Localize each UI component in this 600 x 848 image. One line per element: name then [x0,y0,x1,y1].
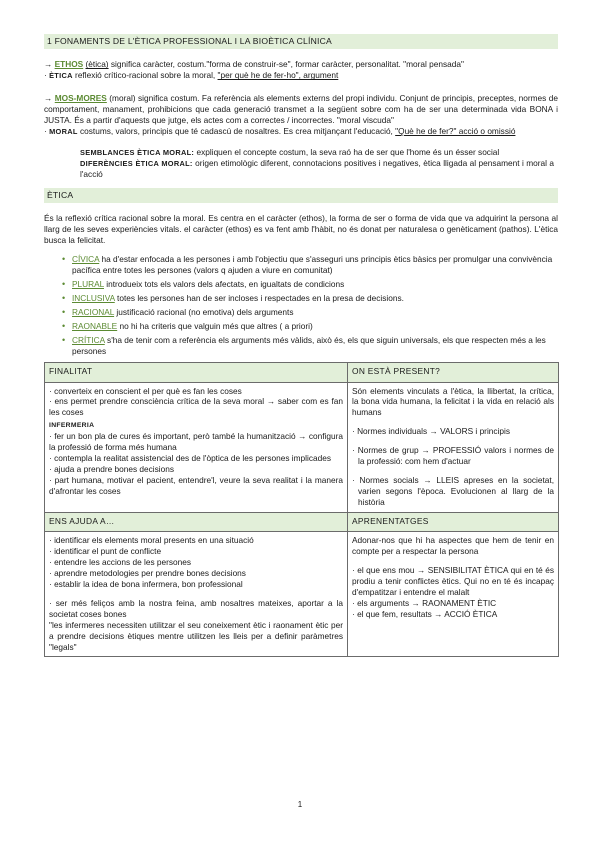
infermeria-line: · part humana, motivar el pacient, entendre'l, veure la seva realitat i la manera d'afrontar les coses [49,475,343,496]
mos-mores-term: MOS-MORES [54,93,107,104]
ajuda-cell [45,532,348,657]
ajuda-quote: "les infermeres necessiten utilitzar el seu coneixement ètic i raonament ètic per a prendre decisions ètiques mentre utilitzen les lleis per a definir paràmetres "legals" [49,619,343,652]
mos-mores-text: (moral) significa costum. Fa referència als elements externs del propi individu. Conjunt de principis, preceptes, normes de comportament, manament, prohibicions que cada generació transmet a la següent sobre com ha de ser una determinada vida BONA i JUSTA. És a partir d'aquests que jutge, els actes com a correctes / incorrectes. "moral viscuda" [44,93,558,126]
etica-summary-table [44,362,559,657]
ethos-paren: (ètica) [85,59,109,70]
finalitat-cell [45,382,348,512]
ajuda-extra-line: · ser més feliços amb la nostra feina, amb nosaltres mateixes, aportar a la societat coses bones [49,597,343,619]
bullet-text: no hi ha criteris que valguin més que altres ( a priori) [117,320,313,331]
etica-text: reflexió crítico-racional sobre la moral, [72,70,218,81]
present-line: · Normes de grup → PROFESSIÓ valors i normes de la professió: com hem d'actuar [352,445,554,467]
etica-line [44,70,558,81]
diferencies-text: origen etimològic diferent, connotacions positives i negatives, ètica lligada al pensament i moral a l'acció [80,157,555,179]
present-header: ON ESTÀ PRESENT? [348,363,559,382]
list-item [62,253,558,276]
document-page [44,34,558,657]
semblances-label: SEMBLANCES ÈTICA MORAL: [80,147,195,157]
infermeria-line: · ajuda a prendre bones decisions [49,464,174,475]
bullet-text: s'ha de tenir com a referència els arguments més vàlids, això és, els que siguin universals, els que respecten més a les persones [72,334,546,356]
ethos-text: significa caràcter, costum."forma de construir-se", formar caràcter, personalitat. "moral pensada" [108,59,464,70]
moral-text: costums, valors, principis que té cadascú de nosaltres. Es crea mitjançant l'educació, [77,126,396,137]
finalitat-line: · converteix en conscient el per què es fan les coses [49,385,242,396]
present-cell [348,382,559,512]
section-2-heading: ÈTICA [44,188,558,203]
moral-caps: MORAL [49,127,78,137]
aprenentatges-line: · els arguments → RAONAMENT ÈTIC [352,597,497,608]
bullet-icon: • [62,278,66,289]
diferencies-label: DIFERÈNCIES ÈTICA MORAL: [80,158,193,168]
present-intro: Són elements vinculats a l'ètica, la llibertat, la crítica, la bona vida humana, la felicitat i la vida en relació als humans [352,385,554,418]
list-item [62,278,558,290]
infermeria-line: · fer un bon pla de cures és important, però també la humanització → configura la professió de forma més humana [49,431,343,453]
bullet-term: RACIONAL [72,306,115,317]
ajuda-line: · aprendre metodologies per prendre bones decisions [49,567,246,578]
bullet-term: RAONABLE [72,320,118,331]
bullet-icon: • [62,320,66,331]
list-item [62,334,558,357]
finalitat-header: FINALITAT [45,363,348,382]
etica-intro-paragraph: És la reflexió crítica racional sobre la moral. Es centra en el caràcter (ethos), la forma de ser o forma de vida que va adquirint la persona al llarg de les seves experiències vitals. el caràcter (ethos) es va fent amb l'hàbit, no és donat per naturalesa o genèticament (pathos). L'ètica busca la felicitat. [44,213,558,245]
ajuda-header: ENS AJUDA A… [45,512,348,531]
aprenentatges-header: APRENENTATGES [348,512,559,531]
bullet-term: CRÍTICA [72,334,105,345]
bullet-icon: • [62,306,66,317]
moral-question: "Què he de fer?" acció o omissió [395,126,516,137]
aprenentatges-intro: Adonar-nos que hi ha aspectes que hem de tenir en compte per a respectar la persona [352,535,554,556]
ajuda-line: · establir la idea de bona infermera, bon professional [49,578,243,589]
bullet-term: CÍVICA [72,253,100,264]
ajuda-line: · identificar el punt de conflicte [49,546,162,556]
present-line: · Normes socials → LLEIS apreses en la societat, varien segons l'època. Evolucionen al llarg de la història [352,475,554,508]
bullet-icon: • [62,292,66,303]
bullet-term: PLURAL [72,278,104,289]
diferencies-line [80,158,554,180]
ethos-term: ETHOS [54,59,84,70]
etica-caps: ÈTICA [49,71,73,81]
bullet-icon: • [62,253,66,264]
section-1-heading: 1 FONAMENTS DE L'ÈTICA PROFESSIONAL I LA BIOÈTICA CLÍNICA [44,34,558,49]
page-number: 1 [297,800,303,809]
bullet-text: introdueix tots els valors dels afectats, en igualtats de condicions [103,278,345,289]
bullet-text: justificació racional (no emotiva) dels arguments [114,306,294,317]
aprenentatges-line: · el que fem, resultats → ACCIÓ ÈTICA [352,608,498,619]
semblances-line [80,147,554,158]
mos-mores-paragraph [44,93,558,126]
arrow-icon: → [44,59,53,70]
aprenentatges-cell [348,532,559,657]
aprenentatges-line: · el que ens mou → SENSIBILITAT ÈTICA qui en té és prodiu a tenir conflictes ètics. Qui no en té és incapaç d'empatitzar i entendre el malalt [352,564,554,597]
moral-line [44,126,558,137]
list-item [62,320,558,332]
infermeria-line: · contempla la realitat assistencial des de l'òptica de les persones implicades [49,453,331,464]
bullet-text: ha d'estar enfocada a les persones i amb l'objectiu que s'asseguri uns principis ètics bàsics per promulgar una convivència pacífica entre totes les persones (valors q ajuden a viure en comunitat) [72,253,553,275]
infermeria-label: INFERMERIA [49,422,95,430]
semblances-block [44,147,558,180]
semblances-text: expliquen el concepte costum, la seva raó ha de ser que l'home és un ésser social [194,146,500,157]
etica-argument: "per què he de fer-ho", argument [217,70,339,81]
arrow-icon: → [44,93,53,104]
bullet-term: INCLUSIVA [72,292,115,303]
finalitat-line: · ens permet prendre consciència crítica de la seva moral → saber com es fan les coses [49,396,343,418]
ajuda-line: · entendre les accions de les persones [49,556,192,567]
bullet-icon: • [62,334,66,345]
list-item [62,306,558,318]
ethos-paragraph [44,59,558,70]
etica-prefix: · [44,70,50,81]
present-line: · Normes individuals → VALORS i principis [352,426,510,437]
bullet-text: totes les persones han de ser incloses i respectades en la presa de decisions. [114,292,404,303]
ajuda-line: · identificar els elements moral presents en una situació [49,535,254,546]
etica-characteristics-list [44,254,558,357]
list-item [62,292,558,304]
moral-prefix: · [44,126,50,137]
